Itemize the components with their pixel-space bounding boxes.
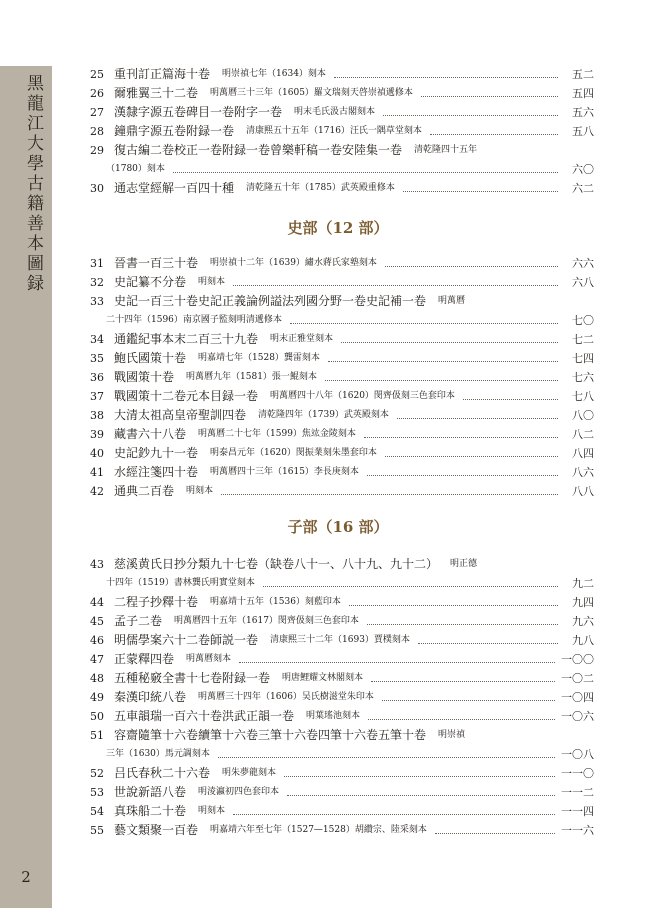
entry-page: 六二 <box>572 182 594 195</box>
entry-number: 41 <box>90 466 104 479</box>
entry-title: 明儒學案六十二卷師説一卷 <box>114 633 259 647</box>
entry-edition-cont: （1780）刻本 <box>106 164 165 174</box>
entry-title: 孟子二卷 <box>114 614 163 628</box>
dot-leader <box>287 794 555 796</box>
entry-edition: 明萬曆二十七年（1599）焦竑金陵刻本 <box>198 429 356 439</box>
entry-edition: 明刻本 <box>198 277 226 287</box>
dot-leader <box>430 133 558 135</box>
entry-title: 晉書一百三十卷 <box>114 256 199 270</box>
entry-title: 爾雅翼三十二卷 <box>114 86 199 100</box>
entry-number: 36 <box>90 371 104 384</box>
entry-number: 30 <box>90 182 104 195</box>
entry-page: 五二 <box>572 68 594 81</box>
dot-leader <box>463 398 558 400</box>
entry-number: 32 <box>90 276 104 289</box>
dot-leader <box>263 585 558 587</box>
entry-number: 40 <box>90 447 104 460</box>
entry-edition: 明萬曆三十四年（1606）吴氏樹滋堂朱印本 <box>198 692 374 702</box>
catalog-entry <box>82 293 594 310</box>
entry-edition: 明萬曆九年（1581）張一鯤刻本 <box>186 372 317 382</box>
entry-title: 吕氏春秋二十六卷 <box>114 766 211 780</box>
entry-title: 五種秘竅全書十七卷附録一卷 <box>114 671 271 685</box>
catalog-entry <box>82 331 594 348</box>
entry-title: 戰國策十二卷元本目録一卷 <box>114 389 259 403</box>
entry-number: 46 <box>90 634 104 647</box>
catalog-entry <box>82 66 594 83</box>
entry-title: 史記鈔九十一卷 <box>114 446 199 460</box>
catalog-entry <box>82 708 594 725</box>
entry-page: 一一二 <box>561 786 594 799</box>
dot-leader <box>218 756 555 758</box>
catalog-entry <box>82 85 594 102</box>
section-heading-history: 史部（12 部） <box>287 219 389 237</box>
entry-edition: 明末毛氏汲古閣刻本 <box>294 107 376 117</box>
entry-page: 八二 <box>572 428 594 441</box>
entry-number: 45 <box>90 615 104 628</box>
entry-edition: 明崇禎七年（1634）刻本 <box>222 69 326 79</box>
dot-leader <box>418 642 558 644</box>
entry-page: 九四 <box>572 596 594 609</box>
dot-leader <box>325 379 558 381</box>
entry-number: 51 <box>90 729 104 742</box>
entry-number: 44 <box>90 596 104 609</box>
dot-leader <box>349 604 558 606</box>
dot-leader <box>239 661 555 663</box>
entry-continuation <box>106 161 594 178</box>
section-heading-philosophy: 子部（16 部） <box>287 518 389 536</box>
entry-continuation <box>106 312 594 329</box>
dot-leader <box>383 114 558 116</box>
entry-edition: 明末正雅堂刻本 <box>270 334 334 344</box>
entry-page: 一一〇 <box>561 767 594 780</box>
dot-leader <box>364 436 558 438</box>
catalog-entry <box>82 274 594 291</box>
entry-edition: 清乾隆五十年（1785）武英殿重修本 <box>246 183 395 193</box>
entry-edition: 明崇禎 <box>438 730 466 740</box>
entry-title: 通鑑紀事本末二百三十九卷 <box>114 332 259 346</box>
catalog-entry <box>82 464 594 481</box>
dot-leader <box>284 775 555 777</box>
entry-edition: 清乾隆四年（1739）武英殿刻本 <box>258 410 389 420</box>
dot-leader <box>290 322 558 324</box>
catalog-entry <box>82 180 594 197</box>
entry-edition: 明崇禎十二年（1639）繡水蔣氏家塾刻本 <box>210 258 377 268</box>
entry-number: 42 <box>90 485 104 498</box>
catalog-entry <box>82 388 594 405</box>
entry-edition: 明萬曆 <box>438 296 466 306</box>
entry-number: 35 <box>90 352 104 365</box>
entry-number: 49 <box>90 691 104 704</box>
entry-edition: 明萬曆四十五年（1617）閔齊伋刻三色套印本 <box>174 616 359 626</box>
entry-title: 秦漢印統八卷 <box>114 690 187 704</box>
entry-page: 九八 <box>572 634 594 647</box>
entry-continuation <box>106 746 594 763</box>
entry-title: 真珠船二十卷 <box>114 804 187 818</box>
entry-page: 九二 <box>572 577 594 590</box>
entry-number: 48 <box>90 672 104 685</box>
entry-title: 重刊訂正篇海十卷 <box>114 67 211 81</box>
entry-number: 26 <box>90 87 104 100</box>
entry-title: 鐘鼎字源五卷附録一卷 <box>114 124 235 138</box>
catalog-entry <box>82 426 594 443</box>
entry-page: 一〇二 <box>561 672 594 685</box>
catalog-entry <box>82 407 594 424</box>
entry-page: 五六 <box>572 106 594 119</box>
entry-page: 六八 <box>572 276 594 289</box>
catalog-entry <box>82 784 594 801</box>
entry-edition: 明嘉靖七年（1528）龔雷刻本 <box>198 353 320 363</box>
catalog-entry <box>82 727 594 744</box>
dot-leader <box>382 699 555 701</box>
entry-page: 五四 <box>572 87 594 100</box>
catalog-entry <box>82 445 594 462</box>
dot-leader <box>385 265 558 267</box>
entry-edition: 明刻本 <box>186 486 214 496</box>
entry-edition: 明萬曆四十八年（1620）閔齊伋刻三色套印本 <box>270 391 455 401</box>
catalog-entry <box>82 689 594 706</box>
entry-page: 八四 <box>572 447 594 460</box>
entry-edition-cont: 二十四年（1596）南京國子監刻明清遞修本 <box>106 315 282 325</box>
dot-leader <box>397 417 558 419</box>
catalog-entry <box>82 651 594 668</box>
entry-edition: 明泰昌元年（1620）閔振業刻朱墨套印本 <box>210 448 377 458</box>
entry-page: 八〇 <box>572 409 594 422</box>
entry-title: 復古編二卷校正一卷附録一卷曾樂軒稿一卷安陸集一卷 <box>114 143 403 157</box>
entry-page: 九六 <box>572 615 594 628</box>
dot-leader <box>403 190 558 192</box>
entry-edition: 明萬曆三十三年（1605）羅文瑞刻天啓崇禎遞修本 <box>210 88 413 98</box>
catalog-entry <box>82 594 594 611</box>
catalog-entry <box>82 803 594 820</box>
entry-number: 43 <box>90 558 104 571</box>
entry-number: 39 <box>90 428 104 441</box>
entry-page: 一〇〇 <box>561 653 594 666</box>
entry-continuation <box>106 575 594 592</box>
entry-number: 55 <box>90 824 104 837</box>
entry-edition: 明刻本 <box>198 806 226 816</box>
entry-page: 八六 <box>572 466 594 479</box>
page-number: 2 <box>21 868 31 886</box>
entry-edition: 明葉瑤池刻本 <box>306 711 361 721</box>
catalog-entry <box>82 765 594 782</box>
entry-number: 28 <box>90 125 104 138</box>
entry-title: 史記纂不分卷 <box>114 275 187 289</box>
dot-leader <box>368 718 555 720</box>
catalog-entry <box>82 255 594 272</box>
entry-page: 五八 <box>572 125 594 138</box>
entry-page: 一〇六 <box>561 710 594 723</box>
dot-leader <box>233 284 558 286</box>
catalog-entry <box>82 822 594 839</box>
dot-leader <box>341 341 558 343</box>
entry-page: 一一四 <box>561 805 594 818</box>
entry-page: 八八 <box>572 485 594 498</box>
entry-edition: 清康熙五十五年（1716）汪氏一隅草堂刻本 <box>246 126 422 136</box>
entry-edition-cont: 三年（1630）馬元調刻本 <box>106 749 210 759</box>
entry-title: 二程子抄釋十卷 <box>114 595 199 609</box>
dot-leader <box>367 474 558 476</box>
entry-number: 47 <box>90 653 104 666</box>
entry-number: 53 <box>90 786 104 799</box>
dot-leader <box>421 95 558 97</box>
entry-edition: 明嘉靖十五年（1536）刻藍印本 <box>210 597 341 607</box>
catalog-entry <box>82 104 594 121</box>
entry-number: 25 <box>90 68 104 81</box>
catalog-entry <box>82 670 594 687</box>
entry-edition-cont: 十四年（1519）書林龔氏明實堂刻本 <box>106 578 255 588</box>
entry-title: 鮑氏國策十卷 <box>114 351 187 365</box>
dot-leader <box>221 493 558 495</box>
entry-title: 世說新語八卷 <box>114 785 187 799</box>
entry-edition: 明嘉靖六年至七年（1527—1528）胡纘宗、陸采刻本 <box>210 825 427 835</box>
entry-title: 戰國策十卷 <box>114 370 175 384</box>
entry-title: 五車韻瑞一百六十卷洪武正韻一卷 <box>114 709 295 723</box>
entry-page: 七八 <box>572 390 594 403</box>
entry-title: 大清太祖高皇帝聖訓四卷 <box>114 408 247 422</box>
entry-page: 六六 <box>572 257 594 270</box>
entry-number: 38 <box>90 409 104 422</box>
entry-title: 容齋隨筆十六卷續筆十六卷三筆十六卷四筆十六卷五筆十卷 <box>114 728 427 742</box>
entry-title: 通典二百卷 <box>114 484 175 498</box>
entry-title: 史記一百三十卷史記正義論例謚法列國分野一卷史記補一卷 <box>114 294 427 308</box>
entry-number: 29 <box>90 144 104 157</box>
entry-edition: 明淩瀛初四色套印本 <box>198 787 280 797</box>
entry-edition: 明萬曆四十三年（1615）李長庚刻本 <box>210 467 359 477</box>
entry-page: 六〇 <box>572 163 594 176</box>
entry-number: 34 <box>90 333 104 346</box>
entry-page: 一〇八 <box>561 748 594 761</box>
entry-title: 慈溪黄氏日抄分類九十七卷（缺卷八十一、八十九、九十二） <box>114 557 439 571</box>
entry-title: 正蒙釋四卷 <box>114 652 175 666</box>
entry-edition: 清乾隆四十五年 <box>414 145 478 155</box>
catalog-entry <box>82 123 594 140</box>
entry-page: 七〇 <box>572 314 594 327</box>
dot-leader <box>334 76 558 78</box>
dot-leader <box>328 360 558 362</box>
entry-number: 33 <box>90 295 104 308</box>
entry-page: 七二 <box>572 333 594 346</box>
entry-title: 漢隸字源五卷碑目一卷附字一卷 <box>114 105 283 119</box>
entry-edition: 明萬曆刻本 <box>186 654 232 664</box>
entry-number: 27 <box>90 106 104 119</box>
catalog-entry <box>82 369 594 386</box>
catalog-entry <box>82 556 594 573</box>
dot-leader <box>385 455 558 457</box>
entry-page: 一〇四 <box>561 691 594 704</box>
entry-edition: 清康熙三十二年（1693）賈樸刻本 <box>270 635 410 645</box>
dot-leader <box>435 832 555 834</box>
catalog-entry <box>82 142 594 159</box>
entry-number: 37 <box>90 390 104 403</box>
dot-leader <box>233 813 555 815</box>
entry-number: 52 <box>90 767 104 780</box>
entry-page: 七四 <box>572 352 594 365</box>
book-title: 黑龍江大學古籍善本圖録 <box>23 74 43 294</box>
entry-edition: 明唐鯉耀文林閣刻本 <box>282 673 364 683</box>
entry-edition: 明朱夢龍刻本 <box>222 768 277 778</box>
entry-edition: 明正德 <box>450 559 478 569</box>
entry-number: 31 <box>90 257 104 270</box>
entry-title: 藝文類聚一百卷 <box>114 823 199 837</box>
entry-page: 一一六 <box>561 824 594 837</box>
catalog-entry <box>82 350 594 367</box>
dot-leader <box>173 171 558 173</box>
catalog-entry <box>82 613 594 630</box>
entry-title: 水經注箋四十卷 <box>114 465 199 479</box>
entry-number: 54 <box>90 805 104 818</box>
catalog-entry <box>82 483 594 500</box>
entry-title: 通志堂經解一百四十種 <box>114 181 235 195</box>
dot-leader <box>371 680 555 682</box>
entry-page: 七六 <box>572 371 594 384</box>
entry-title: 藏書六十八卷 <box>114 427 187 441</box>
dot-leader <box>367 623 558 625</box>
entry-number: 50 <box>90 710 104 723</box>
catalog-entry <box>82 632 594 649</box>
